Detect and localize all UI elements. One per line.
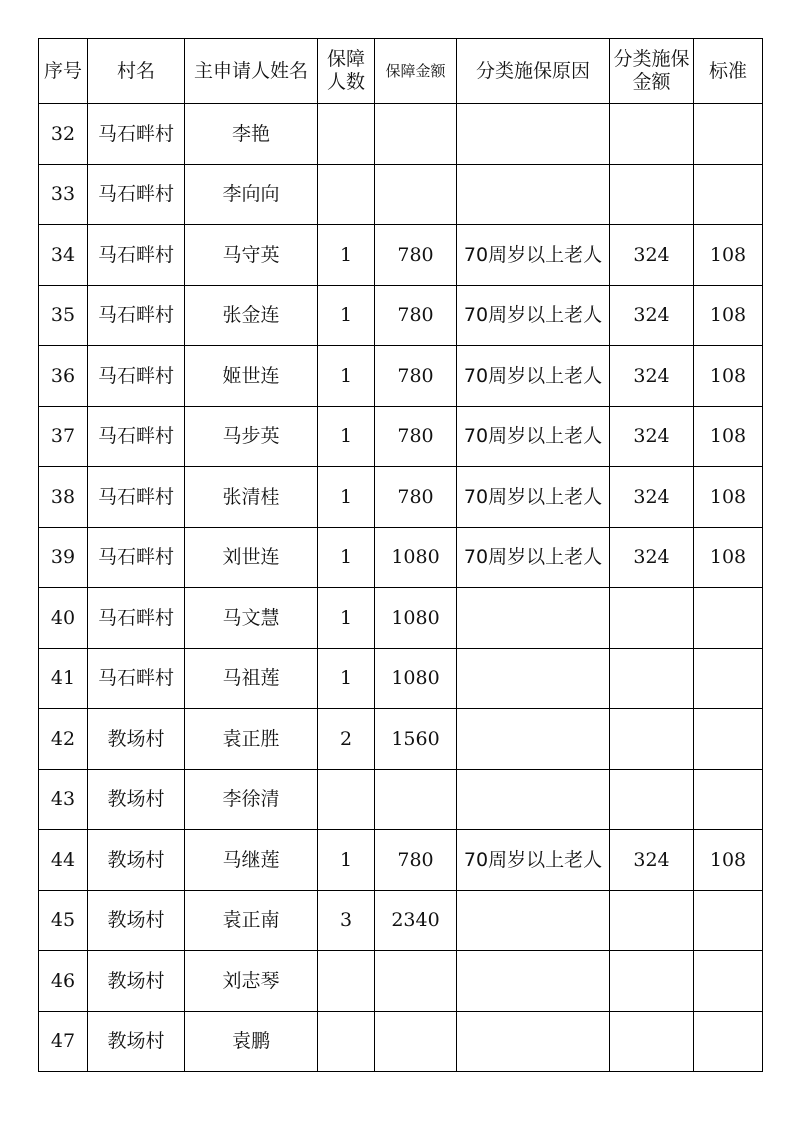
village-name-cell: 马石畔村 (88, 648, 185, 709)
header-amount: 保障金额 (375, 39, 457, 104)
category-reason-cell: 70周岁以上老人 (457, 406, 610, 467)
category-reason-cell: 70周岁以上老人 (457, 830, 610, 891)
category-reason-cell (457, 709, 610, 770)
village-name-cell: 马石畔村 (88, 164, 185, 225)
amount-cell: 780 (375, 467, 457, 528)
row-index-cell: 36 (39, 346, 88, 407)
row-index-cell: 33 (39, 164, 88, 225)
category-amount-cell (610, 951, 694, 1012)
row-index-cell: 34 (39, 225, 88, 286)
category-reason-cell (457, 951, 610, 1012)
header-index: 序号 (39, 39, 88, 104)
category-reason-cell: 70周岁以上老人 (457, 346, 610, 407)
village-name-cell: 马石畔村 (88, 467, 185, 528)
category-reason-cell (457, 769, 610, 830)
people-count-cell: 1 (318, 588, 375, 649)
amount-cell: 1080 (375, 527, 457, 588)
category-reason-cell (457, 104, 610, 165)
amount-cell: 1080 (375, 648, 457, 709)
category-amount-cell (610, 648, 694, 709)
standard-cell: 108 (694, 285, 763, 346)
category-amount-cell (610, 588, 694, 649)
amount-cell: 780 (375, 346, 457, 407)
applicant-name-cell: 张清桂 (185, 467, 318, 528)
category-reason-cell: 70周岁以上老人 (457, 527, 610, 588)
category-reason-cell: 70周岁以上老人 (457, 225, 610, 286)
category-amount-cell: 324 (610, 225, 694, 286)
village-name-cell: 马石畔村 (88, 225, 185, 286)
category-amount-cell: 324 (610, 285, 694, 346)
people-count-cell: 1 (318, 406, 375, 467)
category-amount-cell: 324 (610, 467, 694, 528)
people-count-cell: 1 (318, 527, 375, 588)
applicant-name-cell: 马文慧 (185, 588, 318, 649)
amount-cell (375, 769, 457, 830)
standard-cell (694, 769, 763, 830)
amount-cell (375, 164, 457, 225)
village-name-cell: 教场村 (88, 830, 185, 891)
applicant-name-cell: 李艳 (185, 104, 318, 165)
row-index-cell: 38 (39, 467, 88, 528)
village-name-cell: 马石畔村 (88, 346, 185, 407)
header-row (39, 39, 763, 104)
table-body (39, 104, 763, 1072)
standard-cell: 108 (694, 346, 763, 407)
village-name-cell: 教场村 (88, 890, 185, 951)
applicant-name-cell: 马祖莲 (185, 648, 318, 709)
applicant-name-cell: 袁正南 (185, 890, 318, 951)
table-row (39, 890, 763, 951)
table-row (39, 951, 763, 1012)
standard-cell (694, 648, 763, 709)
village-name-cell: 教场村 (88, 769, 185, 830)
applicant-name-cell: 马继莲 (185, 830, 318, 891)
category-amount-cell (610, 1011, 694, 1072)
village-name-cell: 马石畔村 (88, 588, 185, 649)
header-village: 村名 (88, 39, 185, 104)
category-amount-cell: 324 (610, 406, 694, 467)
table-row (39, 225, 763, 286)
standard-cell: 108 (694, 406, 763, 467)
category-reason-cell (457, 648, 610, 709)
header-standard: 标准 (694, 39, 763, 104)
standard-cell (694, 164, 763, 225)
standard-cell (694, 890, 763, 951)
standard-cell (694, 1011, 763, 1072)
category-amount-cell: 324 (610, 527, 694, 588)
header-category-reason: 分类施保原因 (457, 39, 610, 104)
standard-cell: 108 (694, 527, 763, 588)
row-index-cell: 42 (39, 709, 88, 770)
village-name-cell: 马石畔村 (88, 104, 185, 165)
table-row (39, 285, 763, 346)
standard-cell (694, 588, 763, 649)
amount-cell (375, 1011, 457, 1072)
people-count-cell (318, 769, 375, 830)
applicant-name-cell: 姬世连 (185, 346, 318, 407)
applicant-name-cell: 刘世连 (185, 527, 318, 588)
amount-cell: 780 (375, 225, 457, 286)
standard-cell (694, 709, 763, 770)
standard-cell: 108 (694, 467, 763, 528)
row-index-cell: 47 (39, 1011, 88, 1072)
table-row (39, 830, 763, 891)
standard-cell (694, 104, 763, 165)
table-row (39, 648, 763, 709)
category-amount-cell (610, 709, 694, 770)
table-row (39, 527, 763, 588)
amount-cell: 780 (375, 830, 457, 891)
amount-cell (375, 104, 457, 165)
village-name-cell: 马石畔村 (88, 527, 185, 588)
people-count-cell: 1 (318, 830, 375, 891)
people-count-cell: 1 (318, 225, 375, 286)
header-applicant: 主申请人姓名 (185, 39, 318, 104)
standard-cell: 108 (694, 225, 763, 286)
category-amount-cell (610, 104, 694, 165)
row-index-cell: 39 (39, 527, 88, 588)
applicant-name-cell: 马步英 (185, 406, 318, 467)
applicant-name-cell: 李向向 (185, 164, 318, 225)
row-index-cell: 41 (39, 648, 88, 709)
row-index-cell: 40 (39, 588, 88, 649)
category-reason-cell (457, 890, 610, 951)
table-row (39, 104, 763, 165)
applicant-name-cell: 袁鹏 (185, 1011, 318, 1072)
category-amount-cell (610, 890, 694, 951)
relief-table (38, 38, 763, 1072)
row-index-cell: 43 (39, 769, 88, 830)
row-index-cell: 44 (39, 830, 88, 891)
amount-cell: 1080 (375, 588, 457, 649)
people-count-cell: 1 (318, 346, 375, 407)
applicant-name-cell: 马守英 (185, 225, 318, 286)
header-category-amount: 分类施保金额 (610, 39, 694, 104)
amount-cell: 2340 (375, 890, 457, 951)
people-count-cell: 1 (318, 285, 375, 346)
category-reason-cell: 70周岁以上老人 (457, 467, 610, 528)
applicant-name-cell: 李徐清 (185, 769, 318, 830)
village-name-cell: 教场村 (88, 709, 185, 770)
row-index-cell: 32 (39, 104, 88, 165)
category-reason-cell (457, 1011, 610, 1072)
people-count-cell: 1 (318, 648, 375, 709)
village-name-cell: 教场村 (88, 1011, 185, 1072)
village-name-cell: 教场村 (88, 951, 185, 1012)
standard-cell: 108 (694, 830, 763, 891)
applicant-name-cell: 张金连 (185, 285, 318, 346)
category-amount-cell: 324 (610, 830, 694, 891)
table-header (39, 39, 763, 104)
people-count-cell: 3 (318, 890, 375, 951)
amount-cell: 780 (375, 406, 457, 467)
category-amount-cell (610, 769, 694, 830)
category-amount-cell (610, 164, 694, 225)
applicant-name-cell: 袁正胜 (185, 709, 318, 770)
category-amount-cell: 324 (610, 346, 694, 407)
people-count-cell (318, 164, 375, 225)
people-count-cell: 2 (318, 709, 375, 770)
row-index-cell: 37 (39, 406, 88, 467)
category-reason-cell (457, 164, 610, 225)
table-row (39, 406, 763, 467)
category-reason-cell: 70周岁以上老人 (457, 285, 610, 346)
people-count-cell (318, 951, 375, 1012)
header-people: 保障人数 (318, 39, 375, 104)
applicant-name-cell: 刘志琴 (185, 951, 318, 1012)
table-row (39, 346, 763, 407)
row-index-cell: 45 (39, 890, 88, 951)
standard-cell (694, 951, 763, 1012)
row-index-cell: 35 (39, 285, 88, 346)
category-reason-cell (457, 588, 610, 649)
people-count-cell: 1 (318, 467, 375, 528)
table-row (39, 769, 763, 830)
table-row (39, 1011, 763, 1072)
village-name-cell: 马石畔村 (88, 406, 185, 467)
table-row (39, 709, 763, 770)
table-row (39, 588, 763, 649)
village-name-cell: 马石畔村 (88, 285, 185, 346)
people-count-cell (318, 104, 375, 165)
amount-cell (375, 951, 457, 1012)
amount-cell: 780 (375, 285, 457, 346)
row-index-cell: 46 (39, 951, 88, 1012)
table-row (39, 164, 763, 225)
table-row (39, 467, 763, 528)
amount-cell: 1560 (375, 709, 457, 770)
people-count-cell (318, 1011, 375, 1072)
